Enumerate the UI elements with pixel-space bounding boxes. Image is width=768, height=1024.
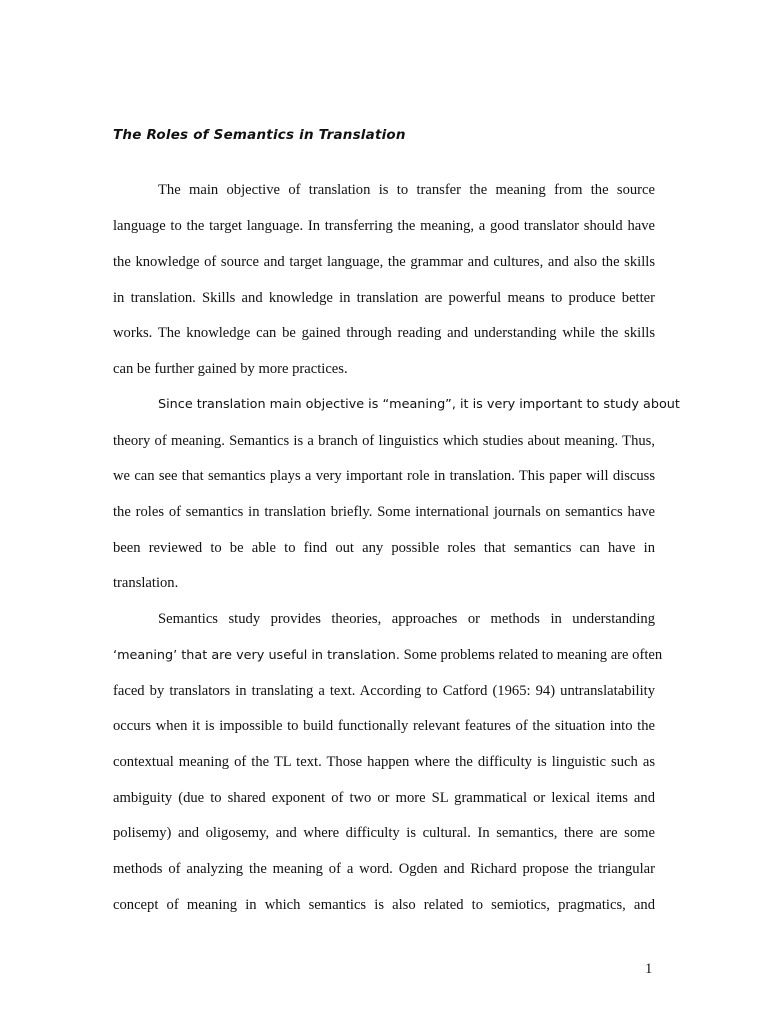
- paragraph-line: translation.: [113, 575, 179, 591]
- paragraph-line: in translation. Skills and knowledge in translation are powerful means to produce better: [113, 290, 655, 306]
- paragraph-line: occurs when it is impossible to build functionally relevant features of the situation into the: [113, 718, 655, 734]
- paragraph-line: we can see that semantics plays a very important role in translation. This paper will discuss: [113, 468, 655, 484]
- sans-text-run: ‘meaning’ that are very useful in translation.: [113, 648, 400, 663]
- paragraph-line: ambiguity (due to shared exponent of two or more SL grammatical or lexical items and: [113, 790, 655, 806]
- paragraph-line: The main objective of translation is to transfer the meaning from the source: [158, 182, 655, 198]
- document-title: The Roles of Semantics in Translation: [113, 127, 406, 143]
- page-number: 1: [645, 961, 653, 977]
- paragraph-line: polisemy) and oligosemy, and where difficulty is cultural. In semantics, there are some: [113, 825, 655, 841]
- paragraph-line: language to the target language. In transferring the meaning, a good translator should have: [113, 218, 655, 234]
- paragraph-line: [113, 644, 663, 666]
- paragraph-line: theory of meaning. Semantics is a branch of linguistics which studies about meaning. Thus,: [113, 433, 655, 449]
- paragraph-line: works. The knowledge can be gained through reading and understanding while the skills: [113, 325, 655, 341]
- paragraph-line: Since translation main objective is “meaning”, it is very important to study about: [158, 397, 680, 412]
- paragraph-line: can be further gained by more practices.: [113, 361, 348, 377]
- paragraph-line: contextual meaning of the TL text. Those happen where the difficulty is linguistic such as: [113, 754, 655, 770]
- paragraph-line: concept of meaning in which semantics is also related to semiotics, pragmatics, and: [113, 897, 655, 913]
- paragraph-line: methods of analyzing the meaning of a word. Ogden and Richard propose the triangular: [113, 861, 655, 877]
- paragraph-line: Semantics study provides theories, approaches or methods in understanding: [158, 611, 655, 627]
- paragraph-line: been reviewed to be able to find out any possible roles that semantics can have in: [113, 540, 655, 556]
- paragraph-line: the knowledge of source and target language, the grammar and cultures, and also the skills: [113, 254, 655, 270]
- serif-text-run: Some problems related to meaning are often: [399, 647, 663, 663]
- paragraph-line: the roles of semantics in translation briefly. Some international journals on semantics have: [113, 504, 655, 520]
- paragraph-line: faced by translators in translating a text. According to Catford (1965: 94) untranslatability: [113, 683, 655, 699]
